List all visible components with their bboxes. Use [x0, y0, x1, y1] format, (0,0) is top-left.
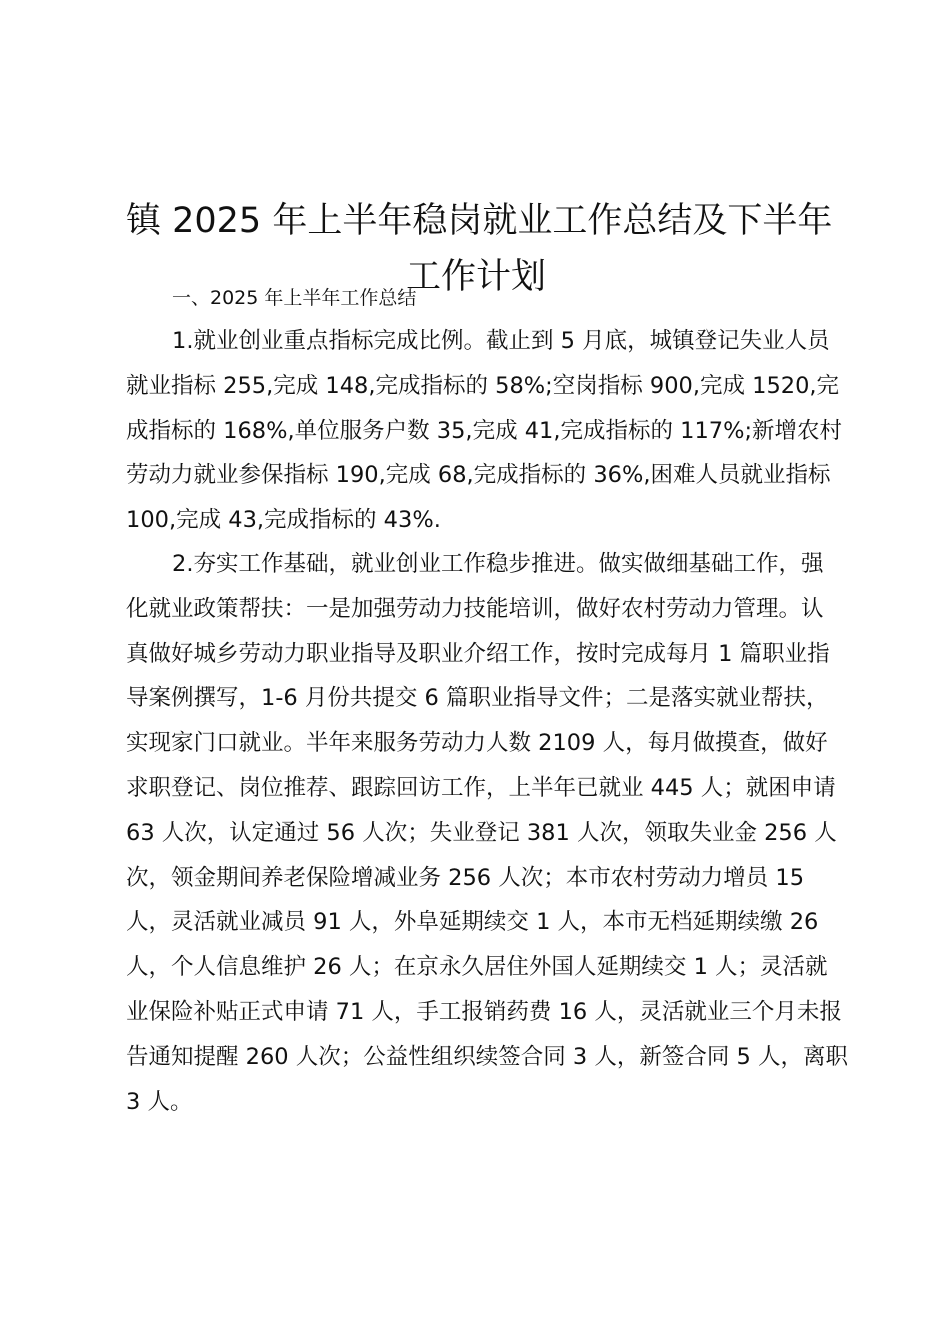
paragraph-line: 实现家门口就业。半年来服务劳动力人数 2109 人，每月做摸查，做好	[126, 730, 828, 757]
paragraph-line: 求职登记、岗位推荐、跟踪回访工作，上半年已就业 445 人；就困申请	[126, 774, 836, 801]
title-line: 镇 2025 年上半年稳岗就业工作总结及下半年	[126, 201, 833, 242]
paragraph-line: 63 人次，认定通过 56 人次；失业登记 381 人次，领取失业金 256 人	[126, 819, 837, 846]
paragraph-indicators	[126, 319, 843, 543]
title-line: 工作计划	[405, 257, 546, 298]
paragraph-line: 成指标的 168%,单位服务户数 35,完成 41,完成指标的 117%;新增农村	[126, 417, 843, 444]
paragraph-line: 就业指标 255,完成 148,完成指标的 58%;空岗指标 900,完成 1520,完	[126, 372, 840, 399]
paragraph-line: 劳动力就业参保指标 190,完成 68,完成指标的 36%,困难人员就业指标	[126, 462, 831, 489]
paragraph-line: 100,完成 43,完成指标的 43%.	[126, 507, 441, 534]
paragraph-line: 人，灵活就业减员 91 人，外阜延期续交 1 人，本市无档延期续缴 26	[126, 909, 819, 936]
paragraph-line: 2.夯实工作基础，就业创业工作稳步推进。做实做细基础工作，强	[172, 551, 824, 577]
paragraph-line: 告通知提醒 260 人次；公益性组织续签合同 3 人，新签合同 5 人，离职	[126, 1043, 848, 1070]
section-heading: 一、2025 年上半年工作总结	[172, 287, 417, 309]
paragraph-work-foundation	[126, 542, 848, 1124]
paragraph-line: 业保险补贴正式申请 71 人，手工报销药费 16 人，灵活就业三个月未报	[126, 998, 842, 1025]
paragraph-line: 导案例撰写，1-6 月份共提交 6 篇职业指导文件；二是落实就业帮扶，	[126, 685, 829, 712]
paragraph-line: 人，个人信息维护 26 人；在京永久居住外国人延期续交 1 人；灵活就	[126, 954, 828, 981]
paragraph-line: 化就业政策帮扶：一是加强劳动力技能培训，做好农村劳动力管理。认	[126, 595, 824, 622]
paragraph-line: 次，领金期间养老保险增减业务 256 人次；本市农村劳动力增员 15	[126, 864, 805, 891]
paragraph-line: 3 人。	[126, 1088, 193, 1115]
paragraph-line: 1.就业创业重点指标完成比例。截止到 5 月底，城镇登记失业人员	[172, 328, 830, 354]
paragraph-line: 真做好城乡劳动力职业指导及职业介绍工作，按时完成每月 1 篇职业指	[126, 640, 830, 667]
